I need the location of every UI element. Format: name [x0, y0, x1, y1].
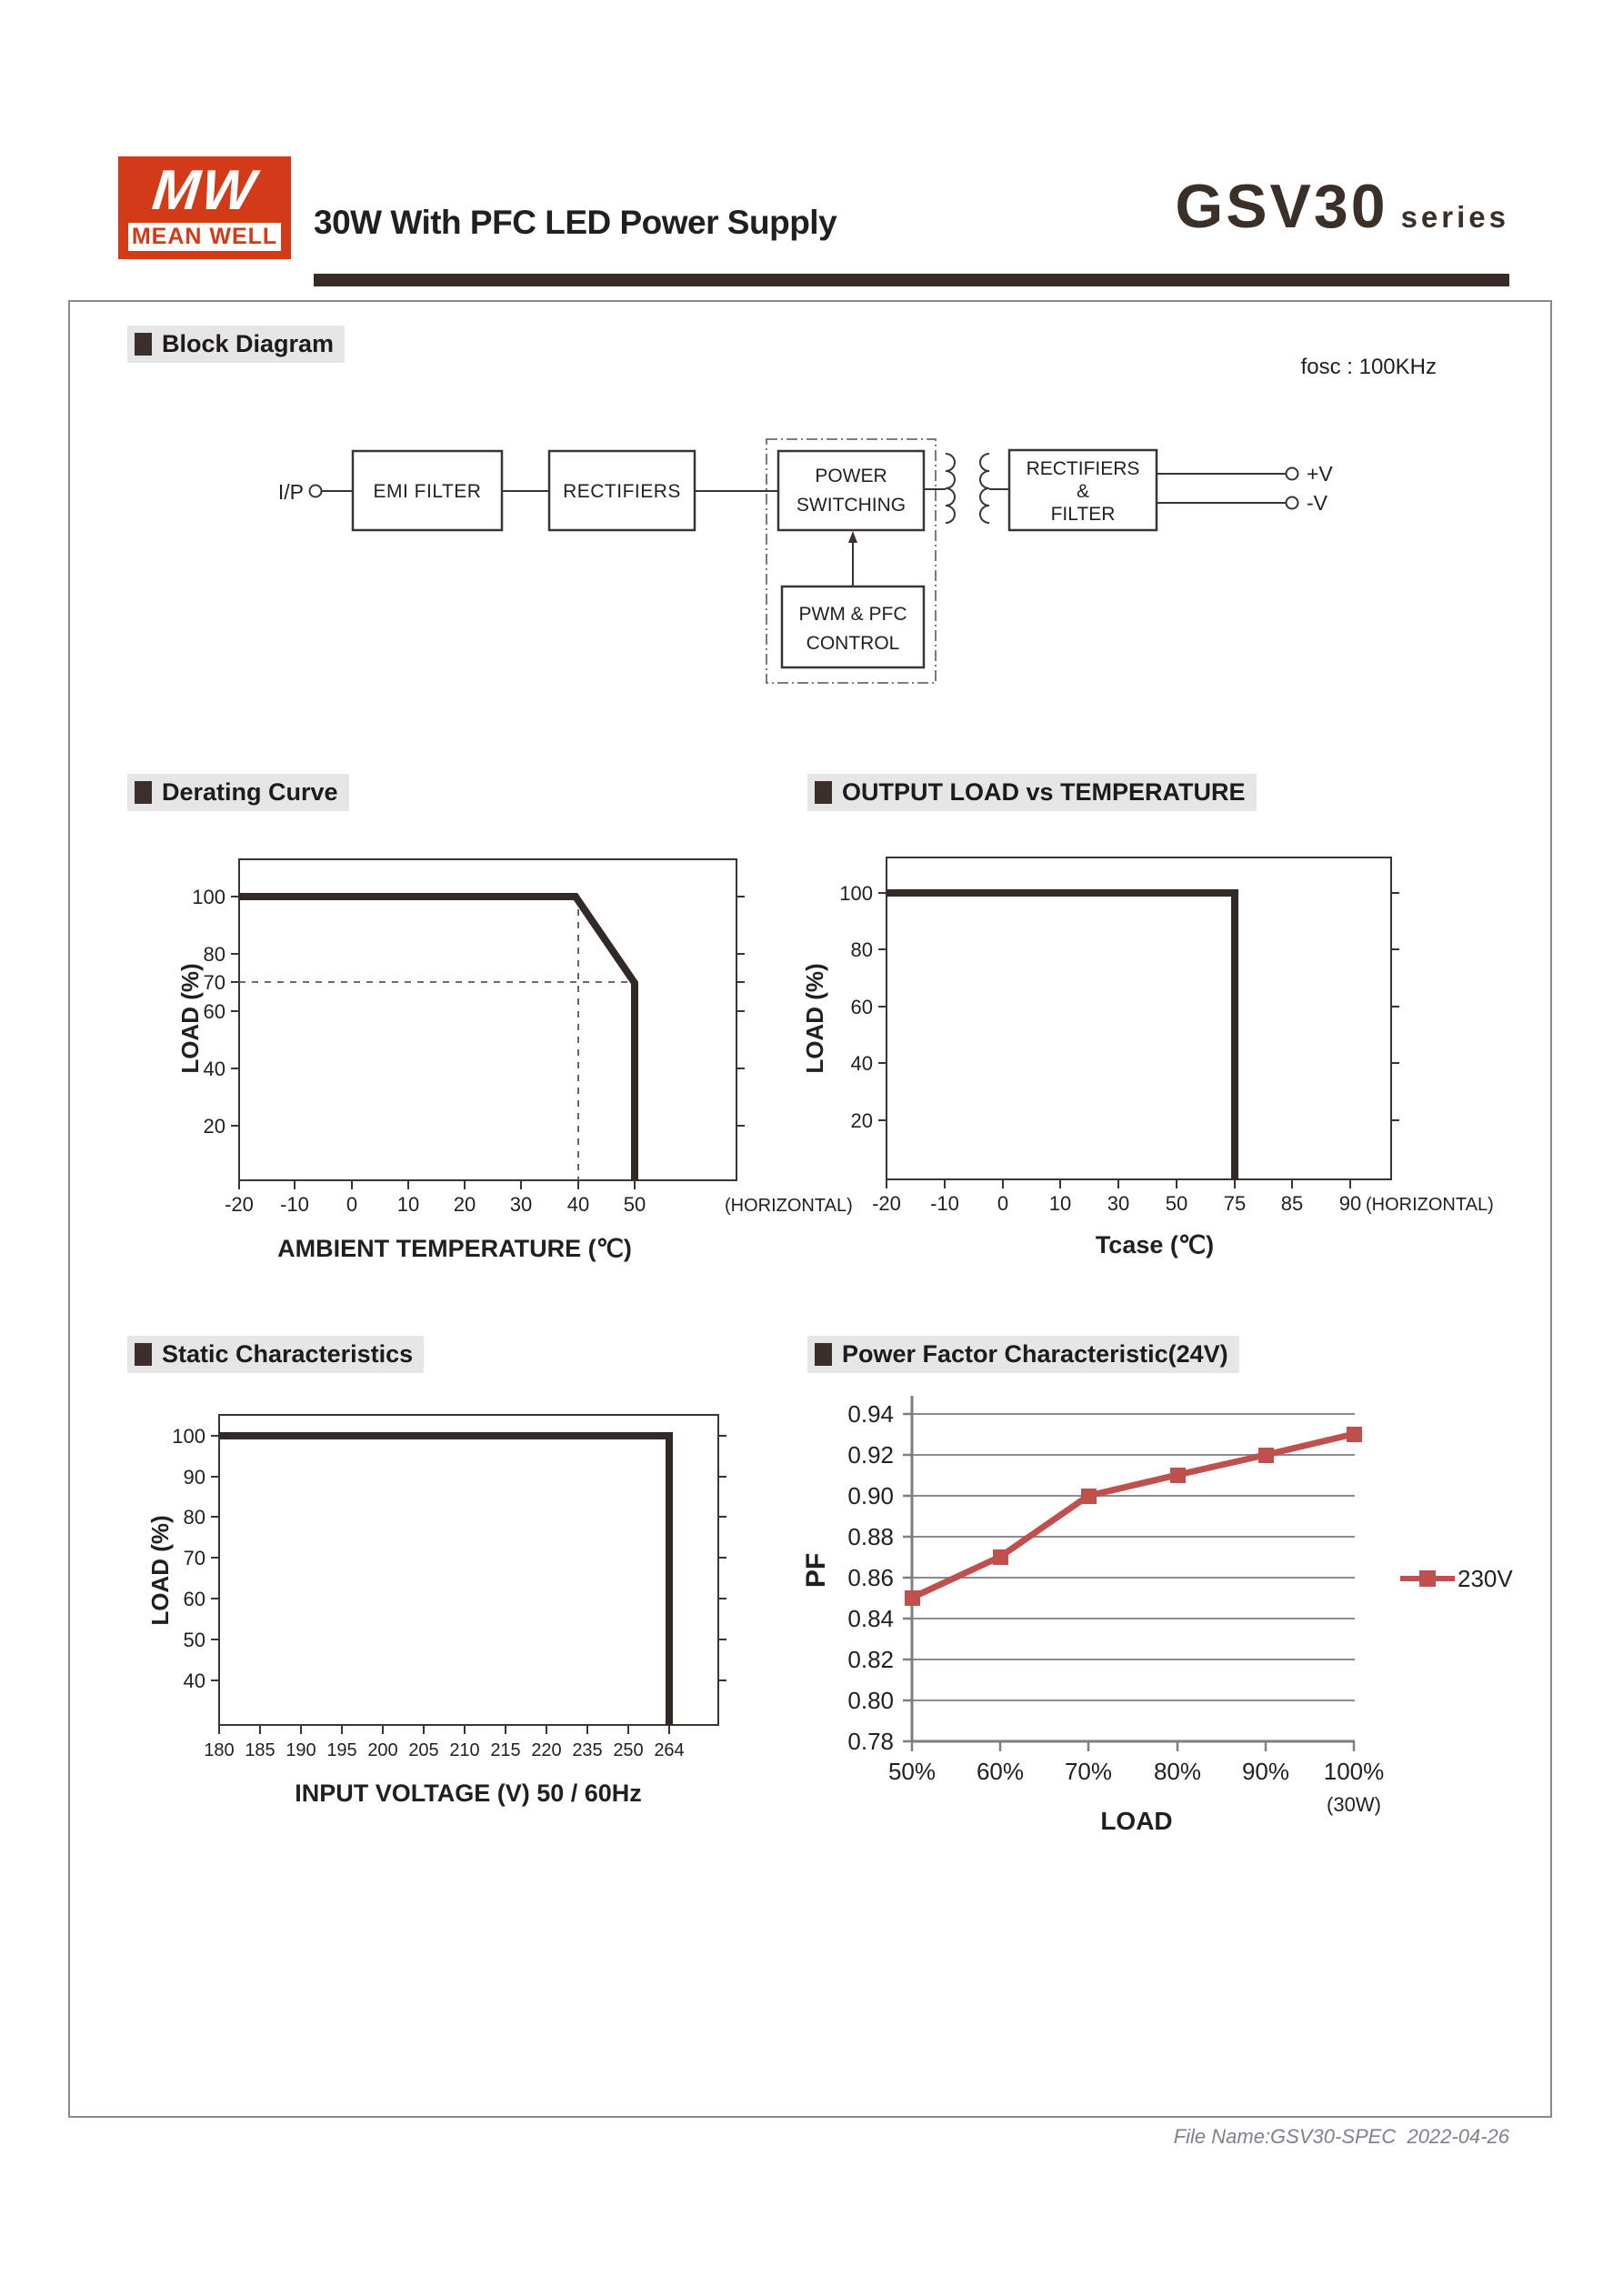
x-tick-label: 90: [1338, 1192, 1362, 1215]
x-tick-label: 180: [204, 1740, 235, 1760]
y-axis-label: PF: [801, 1552, 831, 1589]
y-tick-label: 60: [203, 1000, 225, 1023]
y-tick-label: 20: [203, 1115, 225, 1138]
y-tick-label: 70: [203, 971, 225, 994]
thirty-watt-note: (30W): [1327, 1793, 1381, 1816]
section-header-static-characteristics: [127, 1336, 424, 1373]
section-title: Block Diagram: [162, 330, 335, 357]
y-axis-label: LOAD (%): [176, 963, 204, 1074]
legend-label: 230V: [1458, 1565, 1513, 1592]
pwm-pfc-label-2: CONTROL: [806, 633, 900, 654]
y-tick-label: 40: [203, 1058, 225, 1080]
y-tick-marks: [211, 1436, 726, 1680]
x-tick-label: 235: [572, 1740, 603, 1760]
output-load-vs-temperature-chart: [791, 837, 1537, 1273]
x-tick-label: -10: [280, 1193, 309, 1216]
x-tick-label: 10: [1048, 1192, 1072, 1215]
series-suffix: series: [1400, 200, 1509, 234]
input-terminal-label: I/P: [277, 480, 304, 504]
x-tick-label: 185: [245, 1740, 276, 1760]
derating-curve-chart: [118, 837, 882, 1273]
series-title: [1175, 172, 1509, 241]
y-axis-label: LOAD (%): [146, 1515, 174, 1626]
section-title: Power Factor Characteristic(24V): [842, 1340, 1228, 1368]
y-tick-label: 80: [183, 1506, 205, 1529]
power-switching-label-1: POWER: [815, 466, 887, 486]
rectifiers-filter-label-3: FILTER: [1050, 504, 1116, 525]
section-title: Derating Curve: [162, 778, 338, 806]
x-tick-label: 80%: [1153, 1758, 1202, 1785]
y-tick-label: 0.88: [847, 1523, 894, 1550]
x-tick-label: 220: [531, 1740, 562, 1760]
x-tick-label: 10: [396, 1193, 420, 1216]
x-tick-marks: [887, 1179, 1350, 1188]
square-bullet-icon: [135, 781, 152, 804]
y-tick-label: 70: [183, 1547, 205, 1569]
logo-mw-icon: MW: [149, 159, 260, 222]
horizontal-note: (HORIZONTAL): [725, 1196, 853, 1216]
x-axis-label: Tcase (℃): [1095, 1231, 1215, 1258]
y-tick-label: 20: [850, 1109, 873, 1132]
y-tick-label: 100: [192, 886, 225, 908]
square-bullet-icon: [815, 1343, 832, 1366]
y-tick-marks: [878, 893, 1399, 1120]
square-bullet-icon: [135, 333, 152, 356]
transformer-secondary-coil-icon: [980, 454, 989, 523]
emi-filter-label: EMI FILTER: [373, 481, 482, 502]
power-factor-chart: [791, 1382, 1537, 1846]
y-tick-label: 0.92: [847, 1441, 894, 1469]
x-tick-marks: [239, 1180, 635, 1189]
x-tick-label: 50: [623, 1193, 646, 1216]
block-diagram: [255, 427, 1400, 700]
x-tick-label: 60%: [976, 1758, 1025, 1785]
x-tick-label: 250: [613, 1740, 644, 1760]
static-characteristics-chart: [109, 1400, 891, 1819]
x-tick-marks: [219, 1725, 669, 1734]
footer-file-name: File Name:GSV30-SPEC 2022-04-26: [1173, 2125, 1509, 2148]
horizontal-note: (HORIZONTAL): [1366, 1195, 1494, 1215]
y-tick-label: 80: [850, 938, 873, 961]
x-tick-label: -10: [930, 1192, 959, 1215]
y-tick-marks: [231, 897, 745, 1126]
plot-border: [887, 857, 1391, 1179]
x-tick-label: 0: [997, 1192, 1009, 1215]
x-tick-label: 50: [1165, 1192, 1188, 1215]
mean-well-logo: [118, 156, 291, 259]
derating-curve-line: [239, 897, 635, 1180]
y-tick-label: 0.82: [847, 1646, 894, 1673]
section-title: OUTPUT LOAD vs TEMPERATURE: [842, 778, 1246, 806]
section-title: Static Characteristics: [162, 1340, 414, 1368]
power-switching-label-2: SWITCHING: [796, 495, 907, 516]
x-tick-label: 210: [449, 1740, 480, 1760]
x-tick-label: 30: [509, 1193, 533, 1216]
vminus-terminal-icon: [1287, 497, 1298, 509]
y-tick-label: 0.84: [847, 1605, 894, 1632]
section-header-block-diagram: [127, 326, 345, 363]
legend-marker-icon: [1419, 1570, 1436, 1587]
y-tick-label: 50: [183, 1629, 205, 1651]
transformer-primary-coil-icon: [946, 454, 955, 523]
x-tick-label: 195: [326, 1740, 357, 1760]
y-tick-label: 90: [183, 1466, 205, 1489]
y-tick-label: 60: [850, 996, 873, 1018]
y-tick-label: 40: [183, 1669, 205, 1692]
legend-230v: [1400, 1565, 1513, 1592]
rectifiers-label: RECTIFIERS: [563, 481, 681, 502]
x-axis-label: AMBIENT TEMPERATURE (℃): [277, 1235, 632, 1262]
y-tick-label: 0.80: [847, 1687, 894, 1714]
x-tick-label: 264: [654, 1740, 685, 1760]
y-tick-label: 80: [203, 943, 225, 966]
input-terminal-icon: [310, 486, 322, 497]
x-axis-label: INPUT VOLTAGE (V) 50 / 60Hz: [295, 1780, 642, 1807]
y-tick-label: 0.90: [847, 1482, 894, 1509]
x-tick-label: 190: [286, 1740, 316, 1760]
x-tick-label: 90%: [1241, 1758, 1290, 1785]
rectifiers-filter-label-1: RECTIFIERS: [1026, 458, 1140, 479]
pwm-pfc-control-box: [782, 587, 924, 667]
section-header-output-load: [807, 774, 1257, 811]
x-tick-label: 40: [566, 1193, 590, 1216]
y-axis-label: LOAD (%): [801, 963, 828, 1074]
x-tick-label: 50%: [887, 1758, 937, 1785]
rectifiers-filter-label-2: &: [1076, 481, 1090, 502]
x-tick-label: -20: [872, 1192, 901, 1215]
y-tick-label: 100: [172, 1425, 205, 1448]
square-bullet-icon: [815, 781, 832, 804]
plot-border: [239, 859, 736, 1180]
y-tick-label: 0.86: [847, 1564, 894, 1591]
static-characteristics-line: [219, 1436, 669, 1725]
series-name: GSV30: [1175, 172, 1388, 241]
pf-230v-markers: [905, 1427, 1362, 1606]
vplus-label: +V: [1307, 462, 1333, 486]
page-title: 30W With PFC LED Power Supply: [314, 204, 837, 241]
y-tick-label: 0.94: [847, 1400, 894, 1428]
gridlines: [912, 1414, 1355, 1700]
x-tick-label: 200: [367, 1740, 398, 1760]
vplus-terminal-icon: [1287, 468, 1298, 480]
y-tick-label: 0.78: [847, 1728, 894, 1755]
x-tick-label: 0: [346, 1193, 358, 1216]
logo-mean-well-label: MEAN WELL: [128, 223, 281, 251]
x-tick-label: 215: [490, 1740, 521, 1760]
x-tick-label: 30: [1107, 1192, 1130, 1215]
fosc-label: fosc : 100KHz: [1300, 355, 1437, 379]
plot-border: [219, 1415, 718, 1725]
arrow-up-icon: [848, 531, 857, 543]
y-tick-label: 40: [850, 1052, 873, 1075]
y-tick-label: 60: [183, 1588, 205, 1610]
x-tick-label: 20: [453, 1193, 476, 1216]
pf-230v-line: [912, 1434, 1354, 1598]
title-underline-bar: [314, 274, 1509, 286]
x-tick-label: 85: [1280, 1192, 1304, 1215]
x-tick-label: 70%: [1064, 1758, 1113, 1785]
power-switching-box: [778, 451, 924, 530]
square-bullet-icon: [135, 1343, 152, 1366]
x-tick-label: -20: [225, 1193, 254, 1216]
pwm-pfc-label-1: PWM & PFC: [798, 604, 907, 625]
vminus-label: -V: [1307, 491, 1327, 515]
x-tick-label: 205: [408, 1740, 439, 1760]
output-load-curve-line: [887, 893, 1235, 1179]
x-tick-label: 75: [1223, 1192, 1247, 1215]
section-header-power-factor: [807, 1336, 1239, 1373]
x-tick-label: 100%: [1323, 1758, 1385, 1785]
section-header-derating-curve: [127, 774, 349, 811]
y-tick-label: 100: [839, 882, 873, 905]
x-axis-label: LOAD: [1100, 1807, 1173, 1835]
